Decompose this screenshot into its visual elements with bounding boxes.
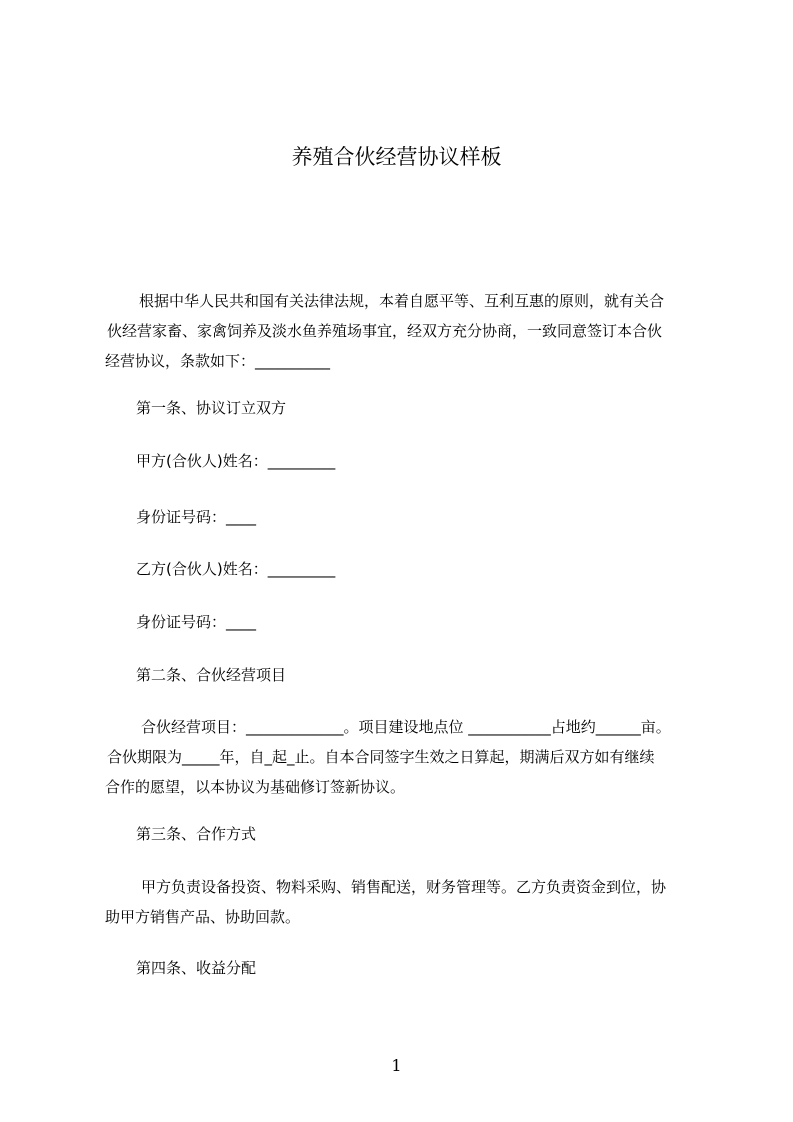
article-3-heading: 第三条、合作方式 [136, 825, 257, 843]
article-3-paragraph [105, 872, 699, 932]
document-title: 养殖合伙经营协议样板 [291, 145, 502, 169]
article-2-heading: 第二条、合伙经营项目 [136, 666, 287, 684]
article-3-line: 甲方负责设备投资、物料采购、销售配送，财务管理等。乙方负责资金到位，协 [141, 878, 667, 896]
article-4-heading: 第四条、收益分配 [136, 959, 257, 977]
article-2-line: 合伙期限为_____年，自_起_止。自本合同签字生效之日算起，期满后双方如有继续 [107, 748, 655, 766]
intro-paragraph [105, 286, 699, 376]
party-b-name-field: 乙方(合伙人)姓名：_________ [136, 560, 336, 578]
party-a-name-field: 甲方(合伙人)姓名：_________ [136, 452, 336, 470]
article-2-line: 合伙经营项目：_____________。项目建设地点位 ___________占地约______亩。 [141, 718, 671, 736]
intro-line: 伙经营家畜、家禽饲养及淡水鱼养殖场事宜，经双方充分协商，一致同意签订本合伙 [107, 322, 663, 340]
article-3-line: 助甲方销售产品、协助回款。 [105, 908, 301, 926]
page-number: 1 [391, 1056, 402, 1075]
party-a-id-field: 身份证号码：____ [136, 508, 257, 526]
intro-line: 根据中华人民共和国有关法律法规，本着自愿平等、互利互惠的原则，就有关合 [139, 292, 665, 310]
article-1-heading: 第一条、协议订立双方 [136, 399, 287, 417]
intro-line: 经营协议，条款如下：__________ [105, 352, 331, 370]
article-2-line: 合作的愿望，以本协议为基础修订签新协议。 [105, 778, 406, 796]
article-2-paragraph [105, 712, 699, 802]
party-b-id-field: 身份证号码：____ [136, 613, 257, 631]
